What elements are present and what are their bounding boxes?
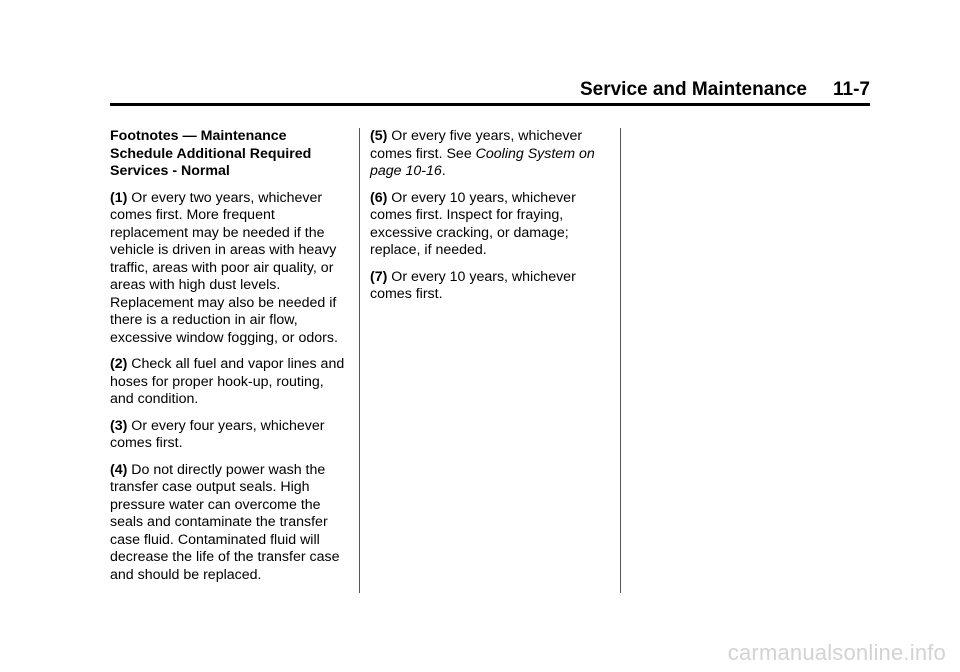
footnote-text: Or every five years, whichever comes first. See: [370, 128, 583, 162]
column-divider: [620, 128, 621, 593]
footnote-number: (7): [370, 268, 388, 285]
watermark: carmanualsonline.info: [727, 640, 946, 665]
footnote-number: (3): [110, 417, 128, 434]
footnote-text: Check all fuel and vapor lines and hoses for proper hook-up, routing, and condition.: [110, 356, 345, 407]
footnote-3: [110, 418, 350, 453]
footnote-7: [370, 269, 610, 304]
section-title: Service and Maintenance: [579, 79, 808, 100]
footnote-text: Do not directly power wash the transfer case output seals. High pressure water can overcome the seals and contaminate the transfer case fluid. Contaminated fluid will decrease the life of the transfer case and should be replaced.: [110, 461, 340, 583]
footnote-4: [110, 462, 350, 585]
footnote-text: Or every 10 years, whichever comes first. Inspect for fraying, excessive cracking, or damage; replace, if needed.: [370, 189, 576, 258]
left-column: [110, 128, 350, 593]
footnote-number: (4): [110, 461, 128, 478]
footnote-number: (1): [110, 189, 128, 206]
page-header: [110, 77, 870, 103]
footnote-number: (5): [370, 128, 388, 144]
cross-reference: Cooling System on page 10-16: [370, 145, 595, 179]
footnote-text: Or every 10 years, whichever comes first.: [370, 268, 576, 302]
page-number: 11-7: [833, 79, 870, 100]
footnote-2: [110, 356, 350, 409]
column-divider: [359, 128, 360, 593]
footnote-6: [370, 190, 610, 260]
footnote-text-end: .: [441, 163, 446, 179]
middle-column: [370, 128, 610, 313]
header-rule: [110, 103, 870, 106]
footnote-text: Or every four years, whichever comes first.: [110, 417, 325, 451]
footnote-number: (2): [110, 356, 128, 372]
footnote-5: [370, 128, 610, 181]
footnote-text: Or every two years, whichever comes first. More frequent replacement may be needed if the vehicle is driven in areas with heavy traffic, areas with poor air quality, or areas with high dust levels. Replacement may also be needed if there is a reduction in air flow, excessive window fogging, or odors.: [110, 189, 338, 346]
footnote-number: (6): [370, 189, 388, 206]
footnotes-heading: Footnotes — Maintenance Schedule Additional Required Services - Normal: [110, 128, 312, 179]
footnote-1: [110, 190, 350, 348]
